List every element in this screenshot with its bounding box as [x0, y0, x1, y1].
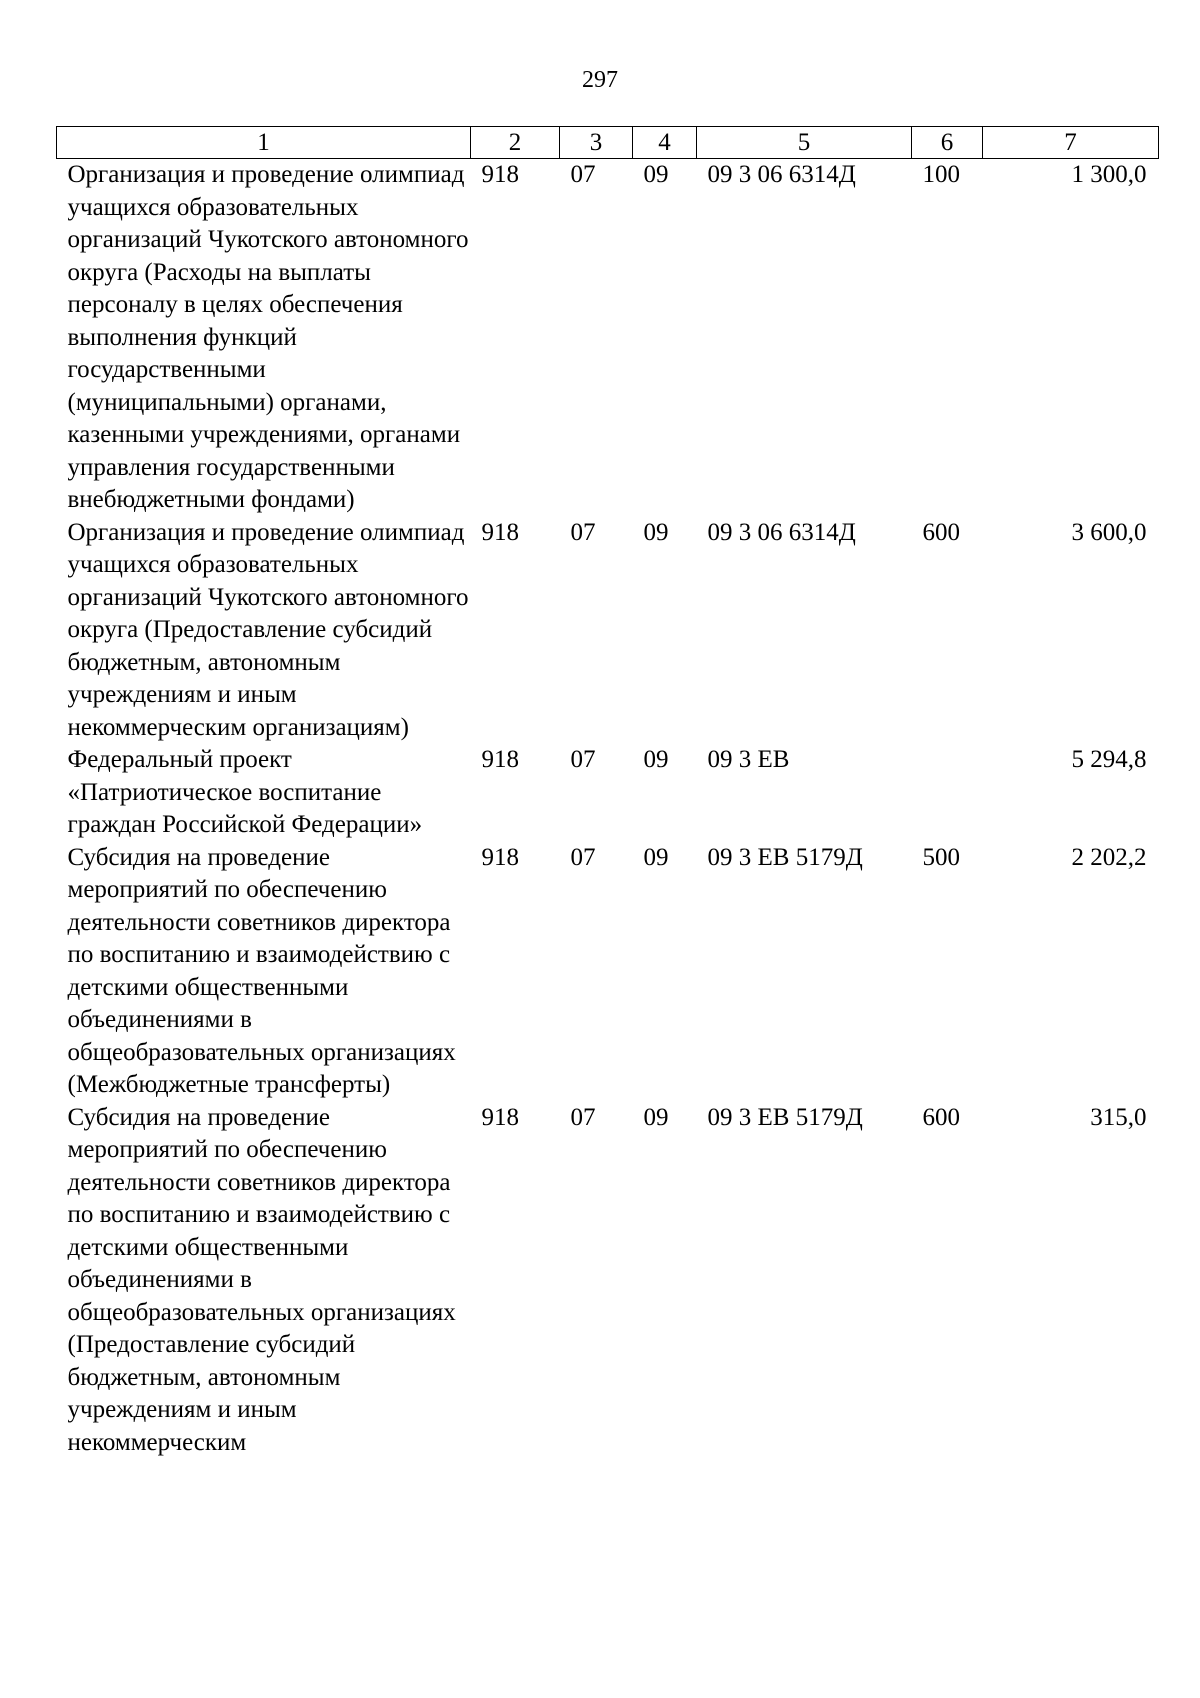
- column-header-6: 6: [912, 127, 983, 159]
- row-name: Федеральный проект «Патриотическое воспитание граждан Российской Федерации»: [67, 746, 423, 838]
- row-target-article: 09 3 06 6314Д: [707, 518, 856, 546]
- row-name: Субсидия на проведение мероприятий по обеспечению деятельности советников директора по воспитанию и взаимодействию с детскими общественными объединениями в общеобразовательных организациях (Предоставление субсидий бюджетным, автономным учреждениям и иным некоммерческим: [67, 1103, 456, 1456]
- row-section: 07: [570, 161, 596, 188]
- table-row: [57, 1102, 1159, 1460]
- row-name: Организация и проведение олимпиад учащихся образовательных организаций Чукотского автономного округа (Предоставление субсидий бюджетным, автономным учреждениям и иным некоммерческим организациям): [67, 518, 469, 741]
- table-row: [57, 842, 1159, 1102]
- table-row: [57, 744, 1159, 842]
- column-header-5: 5: [697, 127, 912, 159]
- row-amount: 2 202,2: [1071, 843, 1147, 871]
- row-subsection: 09: [643, 518, 669, 546]
- row-target-article: 09 3 ЕВ: [707, 746, 790, 773]
- row-target-article: 09 3 ЕВ 5179Д: [707, 1103, 863, 1131]
- row-amount: 3 600,0: [1071, 518, 1147, 546]
- row-name: Организация и проведение олимпиад учащихся образовательных организаций Чукотского автономного округа (Расходы на выплаты персоналу в целях обеспечения выполнения функций государственными (муниципальными) органами, казенными учреждениями, органами управления государственными внебюджетными фондами): [67, 161, 469, 513]
- row-section: 07: [570, 518, 596, 546]
- table-header-row: [57, 127, 1159, 159]
- budget-table: [56, 126, 1159, 1459]
- column-header-2: 2: [471, 127, 560, 159]
- row-expense-type: 100: [922, 161, 960, 188]
- row-subsection: 09: [643, 161, 669, 188]
- row-ministry: 918: [481, 518, 519, 546]
- row-section: 07: [570, 746, 596, 773]
- row-expense-type: [912, 744, 983, 842]
- row-ministry: 918: [481, 746, 519, 773]
- page-number: 297: [582, 67, 618, 93]
- row-name: Субсидия на проведение мероприятий по обеспечению деятельности советников директора по воспитанию и взаимодействию с детскими общественными объединениями в общеобразовательных организациях (Межбюджетные трансферты): [67, 843, 456, 1098]
- row-target-article: 09 3 06 6314Д: [707, 161, 856, 188]
- row-subsection: 09: [643, 843, 669, 871]
- row-section: 07: [570, 843, 596, 871]
- row-target-article: 09 3 ЕВ 5179Д: [707, 843, 863, 871]
- row-subsection: 09: [643, 746, 669, 773]
- row-expense-type: 600: [922, 518, 960, 546]
- row-ministry: 918: [481, 1103, 519, 1131]
- column-header-3: 3: [560, 127, 633, 159]
- table-row: [57, 159, 1159, 517]
- row-expense-type: 600: [922, 1103, 960, 1131]
- row-amount: 315,0: [1090, 1103, 1147, 1131]
- row-amount: 5 294,8: [1071, 746, 1147, 773]
- column-header-4: 4: [633, 127, 697, 159]
- row-subsection: 09: [643, 1103, 669, 1131]
- column-header-1: 1: [57, 127, 471, 159]
- row-amount: 1 300,0: [1071, 161, 1147, 188]
- column-header-7: 7: [983, 127, 1159, 159]
- row-expense-type: 500: [922, 843, 960, 871]
- row-section: 07: [570, 1103, 596, 1131]
- table-row: [57, 517, 1159, 745]
- row-ministry: 918: [481, 161, 519, 188]
- row-ministry: 918: [481, 843, 519, 871]
